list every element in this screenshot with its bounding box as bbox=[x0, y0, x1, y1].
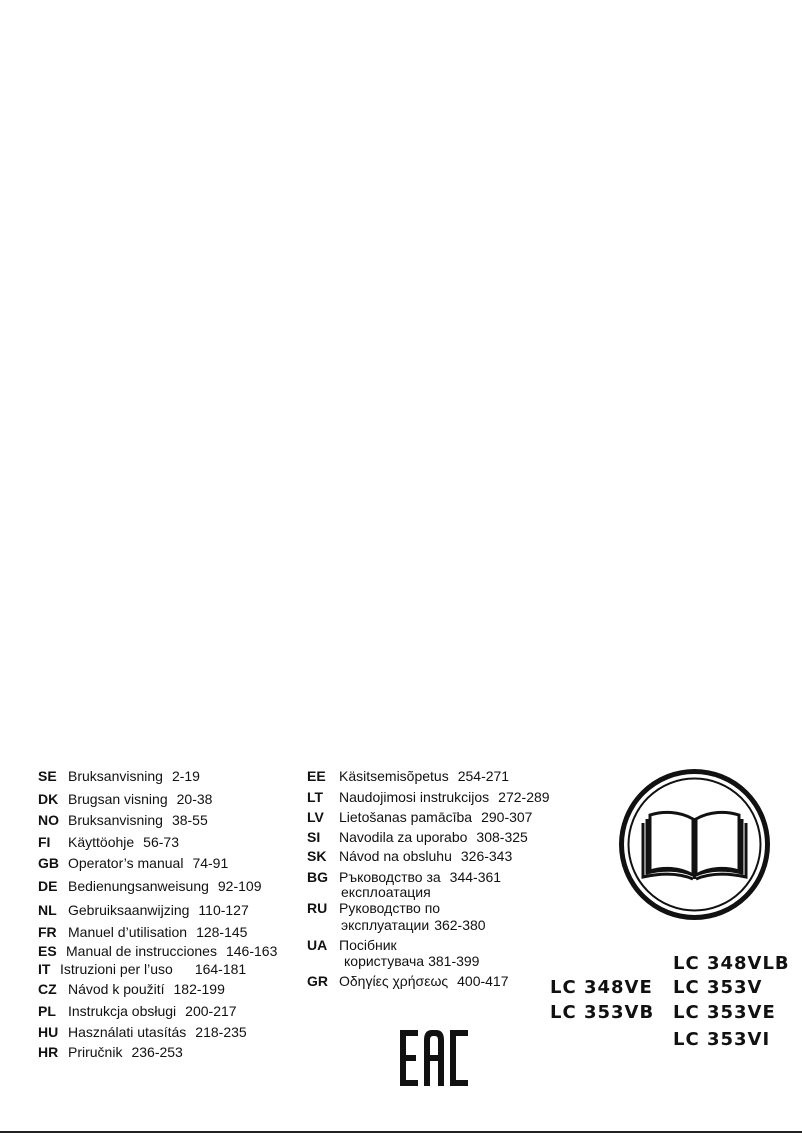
bottom-divider bbox=[0, 1131, 802, 1133]
language-code: FR bbox=[38, 924, 57, 940]
page-range: 272-289 bbox=[498, 789, 550, 805]
model-label: LC 353V bbox=[673, 977, 763, 998]
language-code: GR bbox=[307, 973, 328, 989]
language-code: LV bbox=[307, 809, 324, 825]
language-entry-ee bbox=[307, 768, 509, 784]
page-range: 326-343 bbox=[460, 848, 513, 864]
model-label: LC 353VE bbox=[673, 1002, 776, 1023]
language-code: UA bbox=[307, 937, 328, 953]
model-label: LC 348VLB bbox=[673, 953, 790, 974]
language-code: SE bbox=[38, 768, 57, 784]
language-entry-lt bbox=[307, 789, 550, 805]
manual-title: Návod na obsluhu bbox=[339, 848, 452, 864]
manual-title: Käyttöohje bbox=[68, 834, 135, 850]
language-code: SI bbox=[307, 829, 321, 845]
manual-title: Manuel d’utilisation bbox=[68, 924, 188, 940]
manual-title-continued-ru bbox=[341, 917, 486, 933]
manual-title: Gebruiksaanwijzing bbox=[68, 902, 190, 918]
manual-title: Bedienungsanweisung bbox=[68, 878, 209, 894]
language-entry-no bbox=[38, 812, 208, 828]
manual-title: Istruzioni per l’uso bbox=[60, 961, 173, 977]
manual-title: Priručnik bbox=[68, 1044, 123, 1060]
page-range: 200-217 bbox=[185, 1003, 237, 1019]
language-entry-ua bbox=[307, 937, 397, 953]
model-label: LC 353VI bbox=[673, 1029, 771, 1050]
language-code: DK bbox=[38, 791, 59, 807]
manual-title: Посібник bbox=[339, 937, 397, 953]
page-range: 362-380 bbox=[434, 917, 486, 933]
manual-title-line2: эксплуатации bbox=[341, 917, 430, 933]
language-entry-lv bbox=[307, 809, 532, 825]
language-code: RU bbox=[307, 900, 328, 916]
page-range: 38-55 bbox=[171, 812, 208, 828]
language-code: NO bbox=[38, 812, 59, 828]
manual-title: Operator’s manual bbox=[68, 855, 184, 871]
language-code: HR bbox=[38, 1044, 59, 1060]
language-code: IT bbox=[38, 961, 51, 977]
language-entry-sk bbox=[307, 848, 512, 864]
language-entry-es bbox=[38, 943, 277, 959]
manual-title: Használati utasítás bbox=[68, 1024, 187, 1040]
page-range: 344-361 bbox=[449, 869, 502, 885]
language-code: ES bbox=[38, 943, 57, 959]
page-range: 236-253 bbox=[131, 1044, 183, 1060]
language-entry-fi bbox=[38, 834, 179, 850]
manual-title: Manual de instrucciones bbox=[66, 943, 217, 959]
language-entry-si bbox=[307, 829, 528, 845]
language-entry-ru bbox=[307, 900, 440, 916]
page-range: 110-127 bbox=[198, 902, 249, 918]
manual-title: Instrukcja obsługi bbox=[68, 1003, 177, 1019]
page-range: 218-235 bbox=[195, 1024, 247, 1040]
manual-title: Navodila za uporabo bbox=[339, 829, 468, 845]
manual-title-line2: користувача bbox=[344, 953, 425, 969]
manual-title: Ръководство за bbox=[339, 869, 441, 885]
language-code: CZ bbox=[38, 981, 57, 997]
language-code: SK bbox=[307, 848, 327, 864]
language-code: GB bbox=[38, 855, 59, 871]
language-entry-dk bbox=[38, 791, 212, 807]
page-range: 308-325 bbox=[476, 829, 528, 845]
page-range: 56-73 bbox=[143, 834, 179, 850]
page-range: 164-181 bbox=[194, 961, 247, 977]
page-range: 146-163 bbox=[225, 943, 278, 959]
language-code: FI bbox=[38, 834, 51, 850]
model-label: LC 348VE bbox=[550, 977, 653, 998]
language-code: BG bbox=[307, 869, 328, 885]
language-entry-pl bbox=[38, 1003, 237, 1019]
page-range: 290-307 bbox=[481, 809, 533, 825]
language-entry-nl bbox=[38, 902, 249, 918]
page-range: 20-38 bbox=[176, 791, 213, 807]
page-range: 2-19 bbox=[171, 768, 200, 784]
manual-title-continued-bg: експлоатация bbox=[341, 884, 431, 900]
page-range: 400-417 bbox=[457, 973, 509, 989]
language-entry-de bbox=[38, 878, 261, 894]
manual-title: Käsitsemisõpetus bbox=[339, 768, 449, 784]
eac-mark-icon bbox=[400, 1030, 468, 1086]
manual-title: Lietošanas pamācība bbox=[339, 809, 473, 825]
page-range: 381-399 bbox=[428, 953, 480, 969]
language-entry-bg bbox=[307, 869, 501, 885]
model-label: LC 353VB bbox=[550, 1002, 655, 1023]
language-entry-fr bbox=[38, 924, 247, 940]
page-range: 182-199 bbox=[173, 981, 225, 997]
page-range: 128-145 bbox=[196, 924, 248, 940]
open-book-icon bbox=[617, 767, 772, 922]
language-code: EE bbox=[307, 768, 326, 784]
manual-title: Bruksanvisning bbox=[68, 768, 163, 784]
manual-title-continued-ua bbox=[344, 953, 479, 969]
language-entry-hu bbox=[38, 1024, 247, 1040]
manual-title: Naudojimosi instrukcijos bbox=[339, 789, 490, 805]
language-entry-gb bbox=[38, 855, 228, 871]
language-entry-cz bbox=[38, 981, 225, 997]
manual-title: Návod k použití bbox=[68, 981, 165, 997]
language-entry-it bbox=[38, 961, 246, 977]
manual-title: Bruksanvisning bbox=[68, 812, 163, 828]
page-range: 92-109 bbox=[217, 878, 262, 894]
language-entry-se bbox=[38, 768, 200, 784]
language-code: PL bbox=[38, 1003, 56, 1019]
language-code: LT bbox=[307, 789, 324, 805]
language-code: HU bbox=[38, 1024, 59, 1040]
manual-title: Руководство по bbox=[339, 900, 441, 916]
manual-title: Brugsan visning bbox=[68, 791, 168, 807]
manual-title: Οδηγίες χρήσεως bbox=[339, 973, 449, 989]
language-entry-gr bbox=[307, 973, 509, 989]
page-range: 254-271 bbox=[457, 768, 510, 784]
page-range: 74-91 bbox=[192, 855, 229, 871]
language-code: NL bbox=[38, 902, 57, 918]
language-entry-hr bbox=[38, 1044, 183, 1060]
language-code: DE bbox=[38, 878, 58, 894]
